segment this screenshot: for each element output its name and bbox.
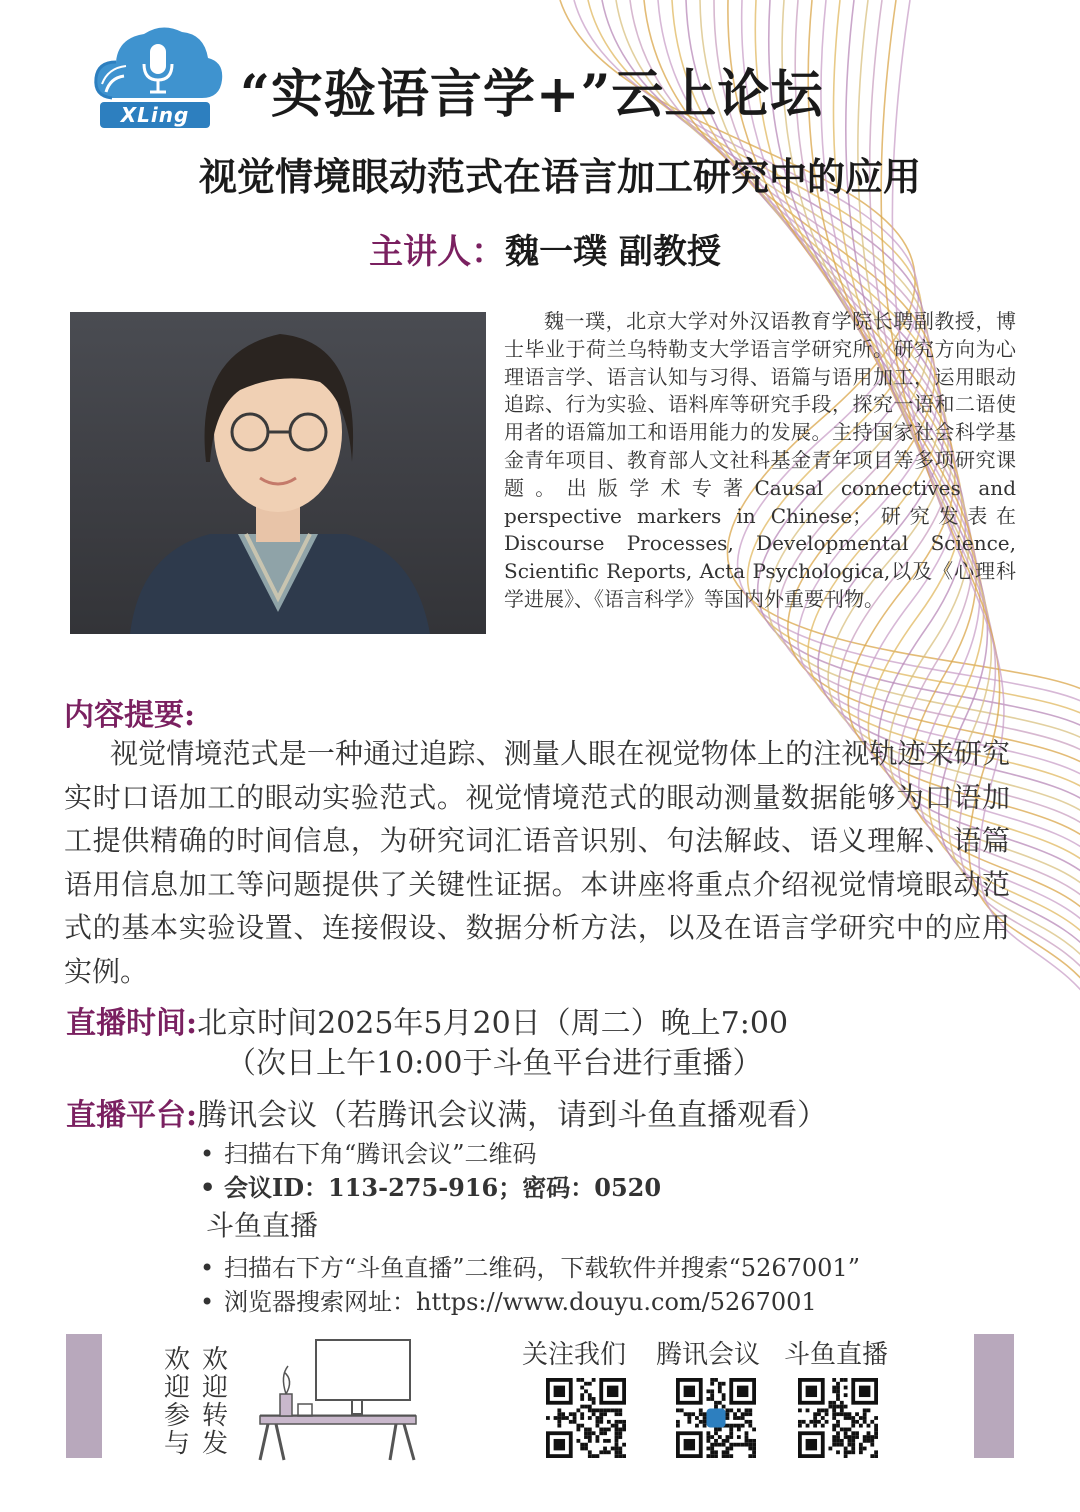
platform-value: 腾讯会议（若腾讯会议满，请到斗鱼直播观看） xyxy=(197,1098,828,1133)
speaker-photo xyxy=(70,312,486,634)
replay-note: （次日上午10:00于斗鱼平台进行重播） xyxy=(226,1046,763,1081)
douyu-url-item: • 浏览器搜索网址：https://www.douyu.com/5267001 xyxy=(200,1282,817,1317)
meeting-id-item: • 会议ID：113-275-916；密码：0520 xyxy=(200,1168,661,1203)
speaker-portrait xyxy=(70,312,486,634)
live-time-line xyxy=(66,998,788,1042)
footer-accent-bar-right xyxy=(974,1334,1014,1458)
speaker-bio: 魏一璞，北京大学对外汉语教育学院长聘副教授，博士毕业于荷兰乌特勒支大学语言学研究所。研究方向为心理语言学、语言认知与习得、语篇与语用加工，运用眼动追踪、行为实验、语料库等研究手段，探究一语和二语使用者的语篇加工和语用能力的发展。主持国家社会科学基金青年项目、教育部人文社科基金青年项目等多项研究课题。出版学术专著Causal connectives and perspective markers in Chinese；研究发表在Discourse Processes, Developmental Science, Scientific Reports, Acta Psychologica,以及《心理科学进展》、《语言科学》等国内外重要刊物。 xyxy=(504,309,1016,611)
vertical-text-share: 欢迎转发 xyxy=(202,1345,229,1459)
list-item: • 扫描右下角“腾讯会议”二维码 xyxy=(200,1134,537,1169)
lecture-title: 视觉情境眼动范式在语言加工研究中的应用 xyxy=(198,154,921,199)
page-title: “实验语言学+”云上论坛 xyxy=(240,64,824,125)
forum-logo xyxy=(92,18,224,134)
live-time-value: 北京时间2025年5月20日（周二）晚上7:00 xyxy=(197,1006,789,1041)
logo-text: XLing xyxy=(100,102,210,128)
cloud-microphone-icon xyxy=(92,18,224,108)
live-time-label: 直播时间: xyxy=(66,1006,198,1041)
summary-body: 视觉情境范式是一种通过追踪、测量人眼在视觉物体上的注视轨迹来研究实时口语加工的眼动实验范式。视觉情境范式的眼动测量数据能够为口语加工提供精确的时间信息，为研究词汇语音识别、句法解歧、语义理解、语篇语用信息加工等问题提供了关键性证据。本讲座将重点介绍视觉情境眼动范式的基本实验设置、连接假设、数据分析方法，以及在语言学研究中的应用实例。 xyxy=(64,737,1010,988)
platform-label: 直播平台: xyxy=(66,1098,198,1133)
qr-label-tencent-meeting: 腾讯会议 xyxy=(656,1340,761,1370)
vertical-text-participate: 欢迎参与 xyxy=(164,1345,191,1459)
platform-line xyxy=(66,1090,827,1134)
douyu-heading: 斗鱼直播 xyxy=(206,1209,319,1242)
list-item: • 扫描右下方“斗鱼直播”二维码，下载软件并搜索“5267001” xyxy=(200,1248,860,1283)
footer-accent-bar-left xyxy=(66,1334,102,1458)
qr-label-follow-us: 关注我们 xyxy=(522,1340,627,1370)
qr-code-douyu-live[interactable] xyxy=(798,1378,878,1458)
qr-code-tencent-meeting[interactable] xyxy=(676,1378,756,1458)
summary-heading: 内容提要: xyxy=(64,698,196,733)
qr-label-douyu-live: 斗鱼直播 xyxy=(784,1340,889,1370)
speaker-name: 魏一璞 副教授 xyxy=(505,232,721,272)
qr-code-follow-us[interactable] xyxy=(546,1378,626,1458)
speaker-label: 主讲人： xyxy=(369,232,506,272)
speaker-line xyxy=(0,224,1080,273)
desk-illustration xyxy=(254,1332,420,1462)
